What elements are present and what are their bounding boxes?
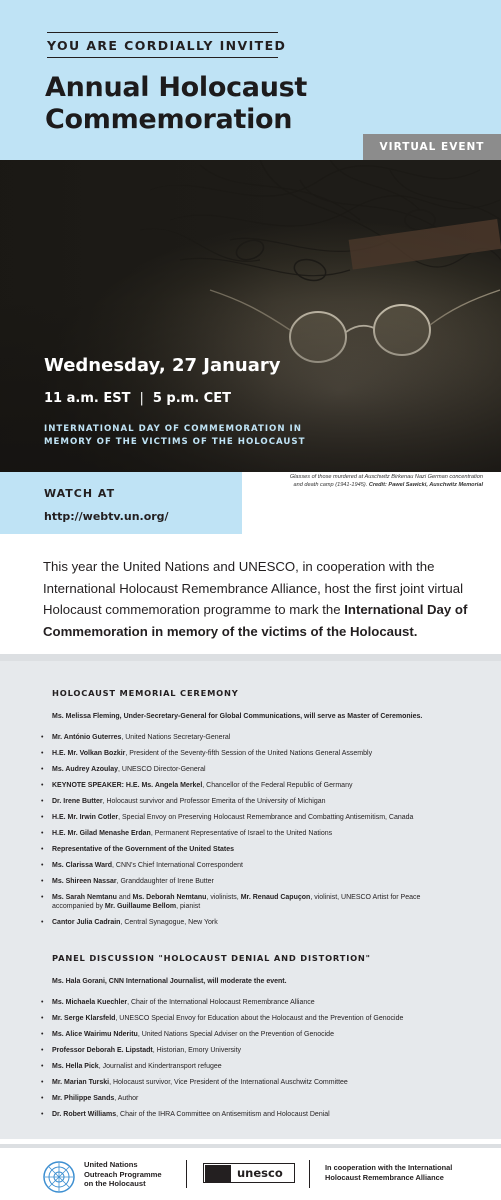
unesco-logo (203, 1163, 295, 1183)
list-item: • Representative of the Government of the United States (40, 845, 490, 854)
time-cet: 5 p.m. CET (152, 391, 231, 406)
list-item: • Mr. Serge Klarsfeld, UNESCO Special Envoy for Education about the Holocaust and the Prevention of Genocide (40, 1014, 490, 1023)
ceremony-list (40, 733, 490, 934)
watch-box (0, 472, 242, 534)
list-item: • Ms. Audrey Azoulay, UNESCO Director-General (40, 765, 490, 774)
intro-paragraph (43, 556, 473, 642)
footer (0, 1144, 501, 1200)
coop-line-1: In cooperation with the International (325, 1163, 453, 1172)
unesco-wordmark: unesco (237, 1166, 283, 1180)
panel-title: PANEL DISCUSSION "HOLOCAUST DENIAL AND DISTORTION" (52, 953, 371, 963)
un-emblem-icon (42, 1160, 76, 1194)
list-item: • Professor Deborah E. Lipstadt, Historian, Emory University (40, 1046, 490, 1055)
list-item: • Mr. Marian Turski, Holocaust survivor, Vice President of the International Auschwitz Committee (40, 1078, 490, 1087)
list-item: • KEYNOTE SPEAKER: H.E. Ms. Angela Merkel, Chancellor of the Federal Republic of Germany (40, 781, 490, 790)
time-est: 11 a.m. EST (44, 391, 131, 406)
caption-line-1: Glasses of those murdered at Auschwitz Birkenau Nazi German concentration (289, 474, 483, 480)
ihra-cooperation-label (325, 1163, 452, 1182)
caption-line-2 (243, 482, 483, 490)
watch-label: WATCH AT (44, 487, 116, 500)
event-time (44, 391, 231, 406)
list-item: • Cantor Julia Cadrain, Central Synagogue, New York (40, 918, 490, 927)
list-item: • H.E. Mr. Irwin Cotler, Special Envoy on Preserving Holocaust Remembrance and Combatting Antisemitism, Canada (40, 813, 490, 822)
un-line-2: Outreach Programme (84, 1169, 162, 1179)
un-outreach-label (84, 1160, 162, 1189)
list-item: • Mr. António Guterres, United Nations Secretary-General (40, 733, 490, 742)
virtual-event-badge: VIRTUAL EVENT (363, 134, 501, 160)
un-line-3: on the Holocaust (84, 1179, 146, 1188)
intl-line-2: MEMORY OF THE VICTIMS OF THE HOLOCAUST (44, 437, 306, 447)
hero-photo (0, 160, 501, 472)
panel-moderator: Ms. Hala Gorani, CNN International Journalist, will moderate the event. (52, 978, 287, 985)
unesco-temple-icon (205, 1165, 231, 1182)
caption-line-2-text: and death camp (1941-1945). (293, 481, 368, 488)
page-title (45, 72, 307, 136)
list-item: • H.E. Mr. Volkan Bozkir, President of the Seventy-fifth Session of the United Nations General Assembly (40, 749, 490, 758)
event-date: Wednesday, 27 January (44, 355, 281, 376)
list-item: • Dr. Irene Butter, Holocaust survivor and Professor Emerita of the University of Michigan (40, 797, 490, 806)
section-divider (0, 654, 501, 661)
list-item: • Ms. Michaela Kuechler, Chair of the International Holocaust Remembrance Alliance (40, 998, 490, 1007)
time-separator: | (139, 391, 144, 406)
list-item: • Mr. Philippe Sands, Author (40, 1094, 490, 1103)
photo-caption (243, 474, 483, 489)
list-item: • Dr. Robert Williams, Chair of the IHRA Committee on Antisemitism and Holocaust Denial (40, 1110, 490, 1119)
list-item: • Ms. Shireen Nassar, Granddaughter of Irene Butter (40, 877, 490, 886)
footer-divider (186, 1160, 187, 1188)
footer-divider (309, 1160, 310, 1188)
intl-line-1: INTERNATIONAL DAY OF COMMEMORATION IN (44, 424, 302, 434)
panel-list (40, 998, 490, 1126)
intro-text: This year the United Nations and UNESCO, in cooperation with the International Holocaust Remembrance Alliance, host the first joint virtual Holocaust commemoration programme to mark the (43, 559, 464, 617)
list-item: • Ms. Clarissa Ward, CNN's Chief International Correspondent (40, 861, 490, 870)
program-section (0, 661, 501, 1139)
intro-bold: International Day of Commemoration in memory of the victims of the Holocaust. (43, 602, 468, 639)
caption-credit: Credit: Pawel Sawicki, Auschwitz Memorial (368, 481, 483, 488)
list-item: • Ms. Alice Wairimu Nderitu, United Nations Special Adviser on the Prevention of Genocide (40, 1030, 490, 1039)
watch-url-link[interactable]: http://webtv.un.org/ (44, 510, 169, 523)
international-day-label (44, 423, 305, 449)
header-banner (0, 0, 501, 160)
list-item: • Ms. Hella Pick, Journalist and Kindertransport refugee (40, 1062, 490, 1071)
coop-line-2: Holocaust Remembrance Alliance (325, 1172, 444, 1182)
title-line-2: Commemoration (45, 104, 293, 135)
ceremony-moderator: Ms. Melissa Fleming, Under-Secretary-General for Global Communications, will serve as Master of Ceremonies. (52, 713, 423, 720)
invite-label: YOU ARE CORDIALLY INVITED (47, 32, 278, 58)
list-item-violinists: • Ms. Sarah Nemtanu and Ms. Deborah Nemtanu, violinists, Mr. Renaud Capuçon, violinist, UNESCO Artist for Peace accompanied by Mr. Guillaume Bellom, pianist (40, 893, 490, 911)
un-line-1: United Nations (84, 1160, 138, 1169)
list-item: • H.E. Mr. Gilad Menashe Erdan, Permanent Representative of Israel to the United Nations (40, 829, 490, 838)
ceremony-title: HOLOCAUST MEMORIAL CEREMONY (52, 688, 239, 698)
title-line-1: Annual Holocaust (45, 72, 308, 103)
